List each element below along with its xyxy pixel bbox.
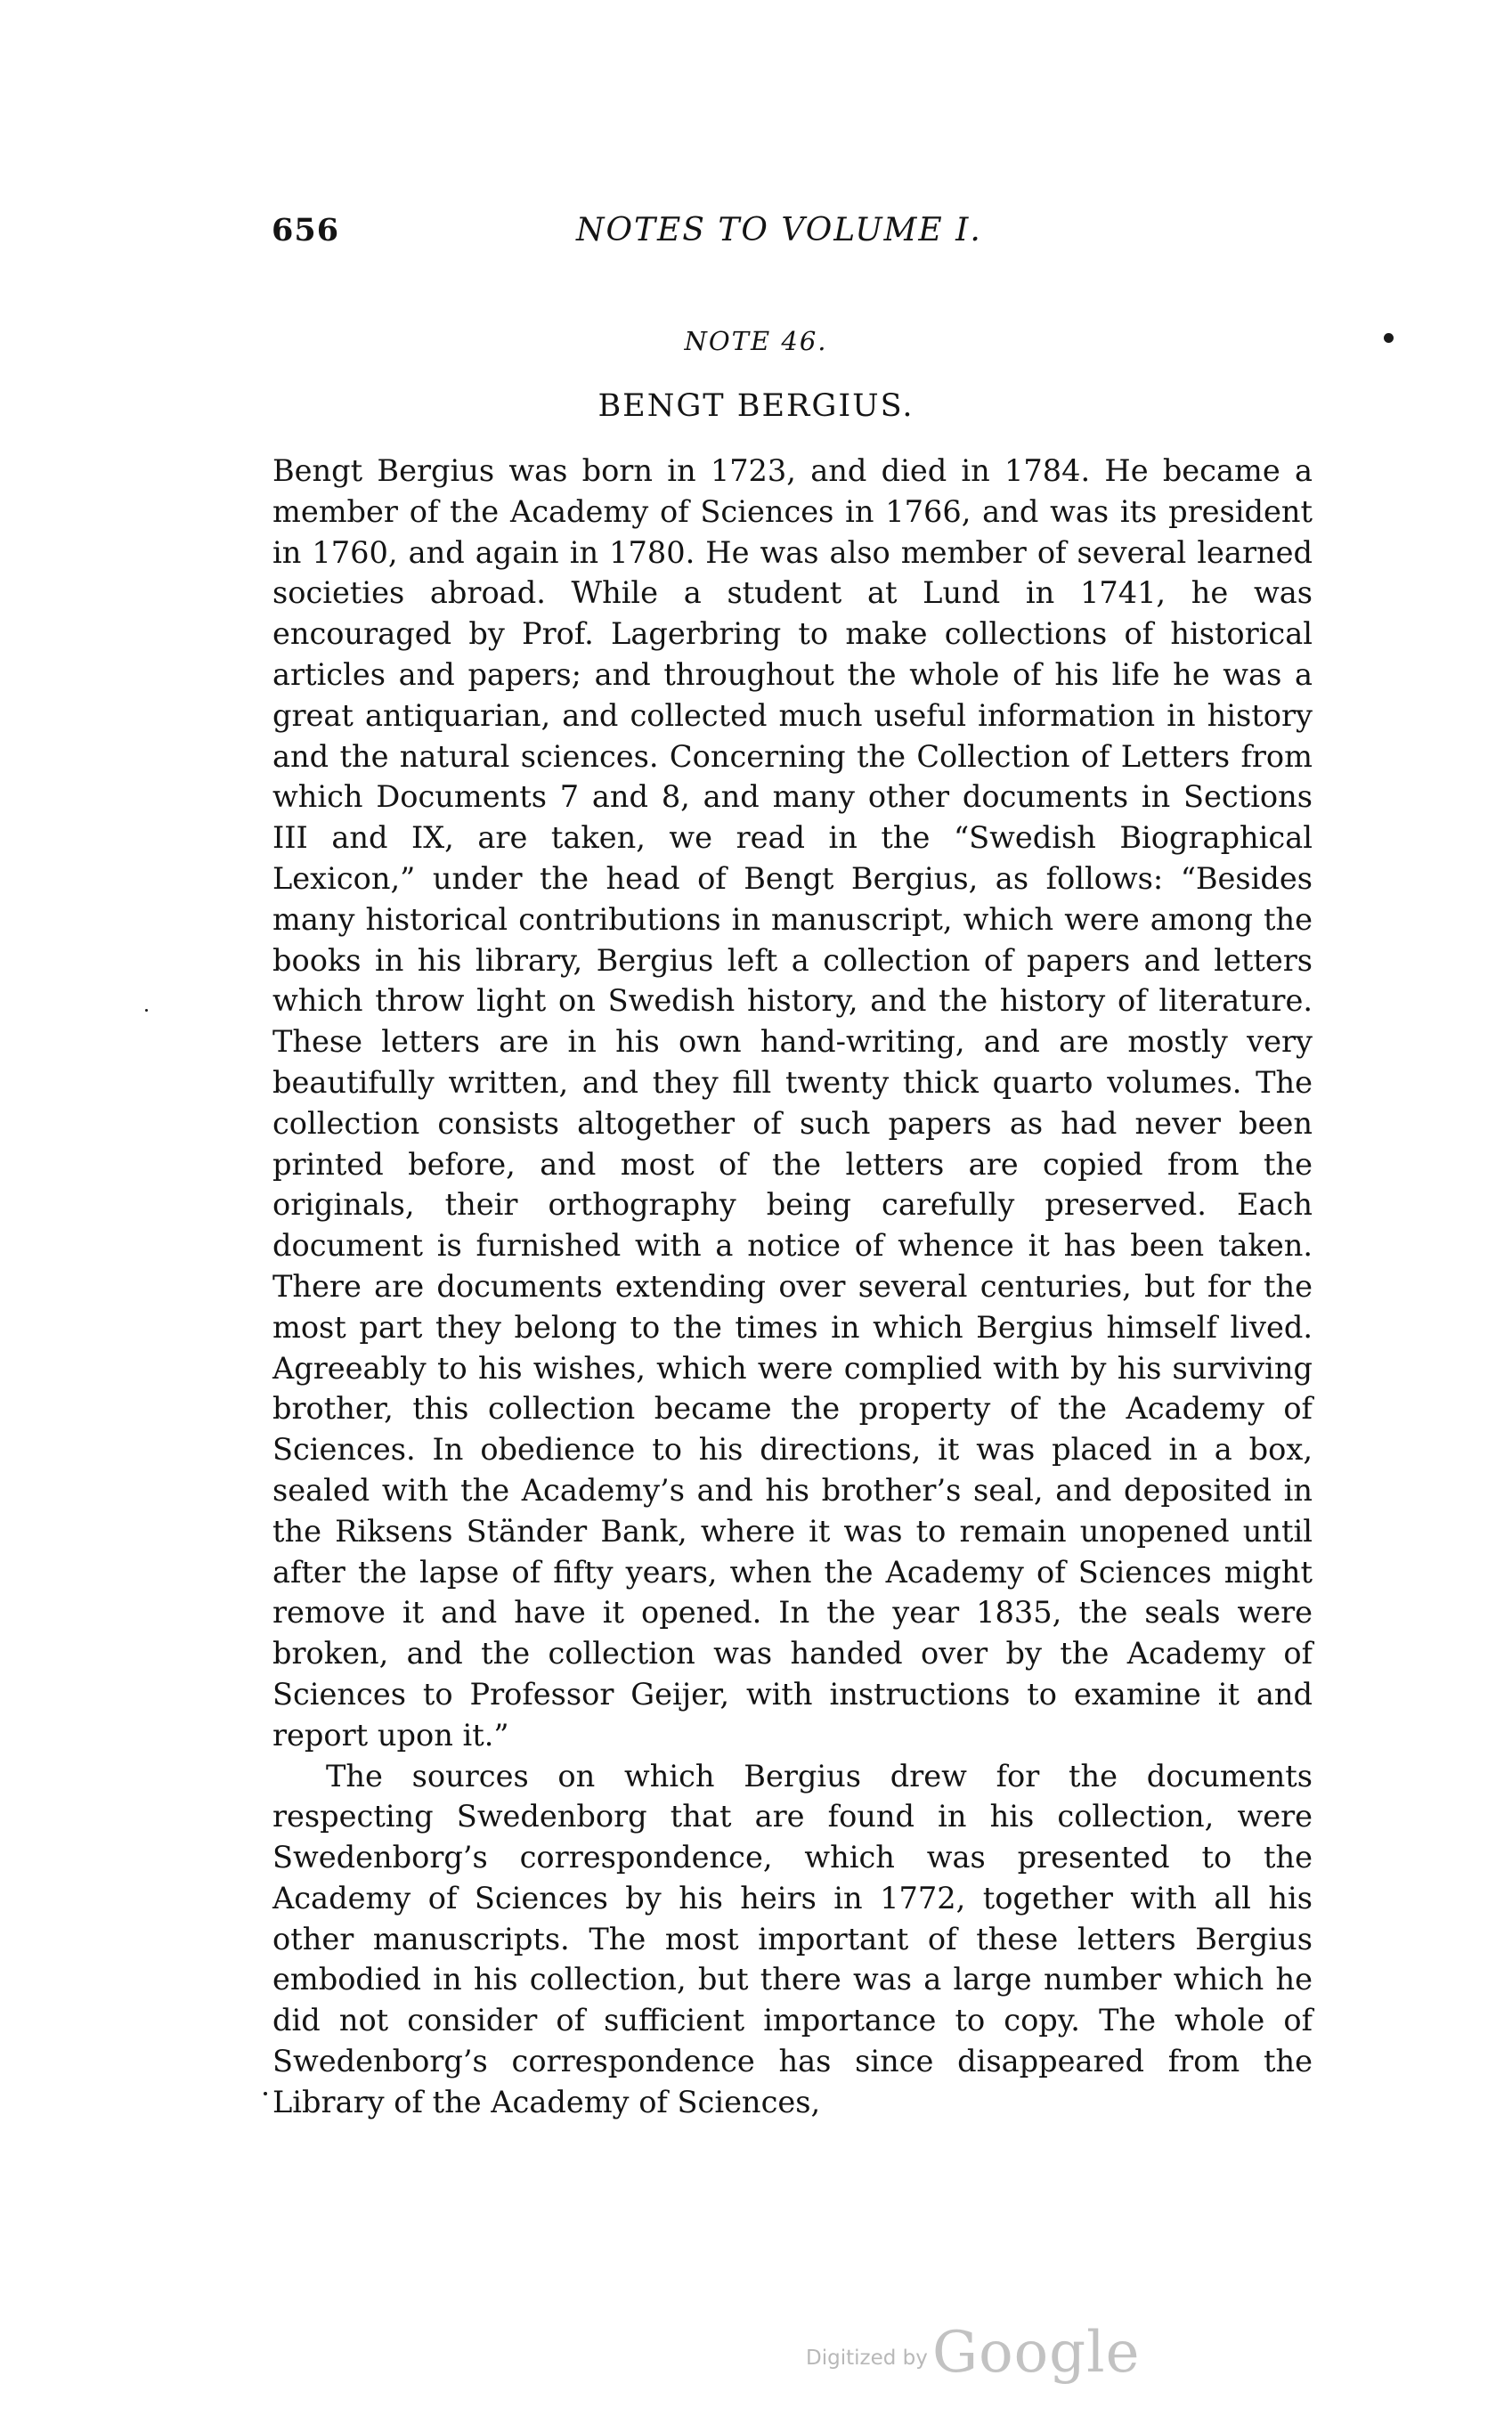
- body-paragraph: Bengt Bergius was born in 1723, and died in 1784. He became a member of the Academy of Sciences in 1766, and was its president in 1760, and again in 1780. He was also member of several learned societies abroad. While a student at Lund in 1741, he was encouraged by Prof. Lagerbring to make collections of historical articles and papers; and throughout the whole of his life he was a great antiquarian, and collected much useful information in history and the natural sciences. Concerning the Collection of Letters from which Documents 7 and 8, and many other documents in Sections III and IX, are taken, we read in the “Swedish Biographical Lexicon,” under the head of Bengt Bergius, as follows: “Besides many historical contributions in manuscript, which were among the books in his library, Bergius left a collection of papers and letters which throw light on Swedish history, and the history of literature. These letters are in his own hand-writing, and are mostly very beautifully written, and they fill twenty thick quarto volumes. The collection consists altogether of such papers as had never been printed before, and most of the letters are copied from the originals, their orthography being carefully preserved. Each document is furnished with a notice of whence it has been taken. There are documents extending over several centuries, but for the most part they belong to the times in which Bergius himself lived. Agreeably to his wishes, which were complied with by his surviving brother, this collection became the property of the Academy of Sciences. In obedience to his directions, it was placed in a box, sealed with the Academy’s and his brother’s seal, and deposited in the Riksens Ständer Bank, where it was to remain unopened until after the lapse of fifty years, when the Academy of Sciences might remove it and have it opened. In the year 1835, the seals were broken, and the collection was handed over by the Academy of Sciences to Professor Geijer, with instructions to examine it and report upon it.”: [272, 453, 1313, 1753]
- watermark-prefix: Digitized by: [806, 2347, 928, 2370]
- stray-ink-dot: [264, 2092, 267, 2095]
- stray-ink-dot: [1384, 333, 1394, 343]
- stray-ink-dot: [145, 1009, 148, 1012]
- page-number: 656: [272, 212, 340, 248]
- note-body: [272, 451, 1313, 2123]
- note-number: NOTE 46.: [684, 326, 828, 356]
- running-title: NOTES TO VOLUME I.: [576, 212, 982, 248]
- body-paragraph: The sources on which Bergius drew for the documents respecting Swedenborg that are found in his collection, were Swedenborg’s correspondence, which was presented to the Academy of Sciences by his heirs in 1772, together with all his other manuscripts. The most important of these letters Bergius embodied in his collection, but there was a large number which he did not consider of sufficient importance to copy. The whole of Swedenborg’s correspondence has since disappeared from the Library of the Academy of Sciences,: [272, 1758, 1313, 2119]
- google-logo: Google: [931, 2320, 1141, 2386]
- running-head: [272, 212, 1303, 258]
- digitization-watermark: [806, 2320, 1141, 2386]
- note-title: BENGT BERGIUS.: [597, 388, 915, 424]
